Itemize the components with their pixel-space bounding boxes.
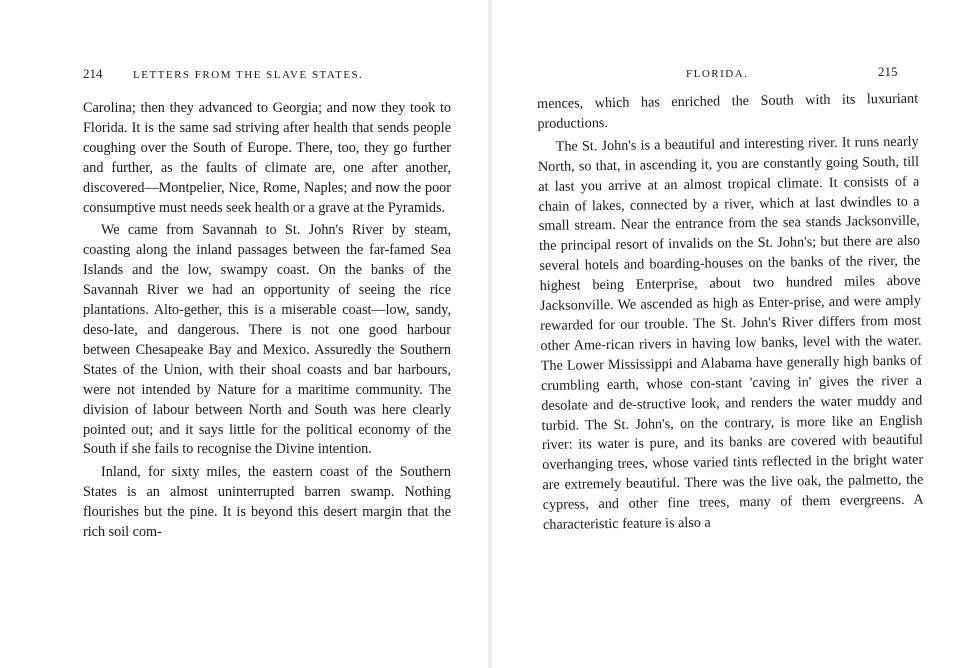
left-running-head: [83, 66, 395, 82]
paragraph: mences, which has enriched the South with its luxuriant productions.: [537, 90, 919, 132]
left-page-number: 214: [83, 66, 103, 81]
right-page-body: [537, 90, 924, 536]
paragraph: The St. John's is a beautiful and interesting river. It runs nearly North, so that, in ascending it, you are constantly going South, till at last you arrive at an almost tropical climate. It consists of a chain of lakes, connected by a river, which at last dwindles to a small stream. Near the entrance from the sea stands Jacksonville, the principal resort of invalids on the St. John's; but there are also several hotels and boarding-houses on the banks of the river, the highest being Enterprise, about two hundred miles above Jacksonville. We ascended as high as Enter-prise, and were amply rewarded for our trouble. The St. John's River differs from most other Ame-rican rivers in having low banks, level with the water. The Lower Mississippi and Alabama have generally high banks of crumbling earth, whose con-stant 'caving in' gives the river a desolate and de-structive look, and renders the water muddy and turbid. The St. John's, on the contrary, is more like an English river: its water is pure, and its banks are covered with beautiful overhanging trees, whose varied tints reflected in the bright water are extremely beautiful. There was the live oak, the palmetto, the cypress, and other fine trees, many of them evergreens. A characteristic feature is also a: [537, 133, 924, 533]
left-running-title: LETTERS FROM THE SLAVE STATES.: [133, 69, 364, 81]
paragraph: We came from Savannah to St. John's River by steam, coasting along the inland passages between the far-famed Sea Islands and the low, swampy coast. On the banks of the Savannah River we had an opportunity of seeing the rice plantations. Alto-gether, this is a miserable coast—low, sandy, deso-late, and dangerous. There is not one good harbour between Chesapeake Bay and Mexico. Assuredly the Southern States of the Union, with their shoal coasts and bar harbours, were not intended by Nature for a maritime community. The division of labour between North and South was here clearly pointed out; and it says little for the political economy of the South if she fails to recognise the Divine intention.: [83, 222, 451, 458]
right-running-title: FLORIDA.: [686, 68, 749, 80]
right-page: [490, 0, 980, 668]
right-page-number: 215: [878, 64, 898, 79]
paragraph: Inland, for sixty miles, the eastern coast of the Southern States is an almost uninterrupted barren swamp. Nothing flourishes but the pine. It is beyond this desert margin that the rich soil com-: [83, 464, 451, 541]
left-page-body: [83, 99, 451, 543]
paragraph: Carolina; then they advanced to Georgia; and now they took to Florida. It is the same sad striving after health that sends people coughing over the South of Europe. There, too, they go further and further, as the faults of climate are, one after another, discovered—Montpelier, Nice, Rome, Naples; and now the poor consumptive must needs seek health or a grave at the Pyramids.: [83, 100, 451, 216]
